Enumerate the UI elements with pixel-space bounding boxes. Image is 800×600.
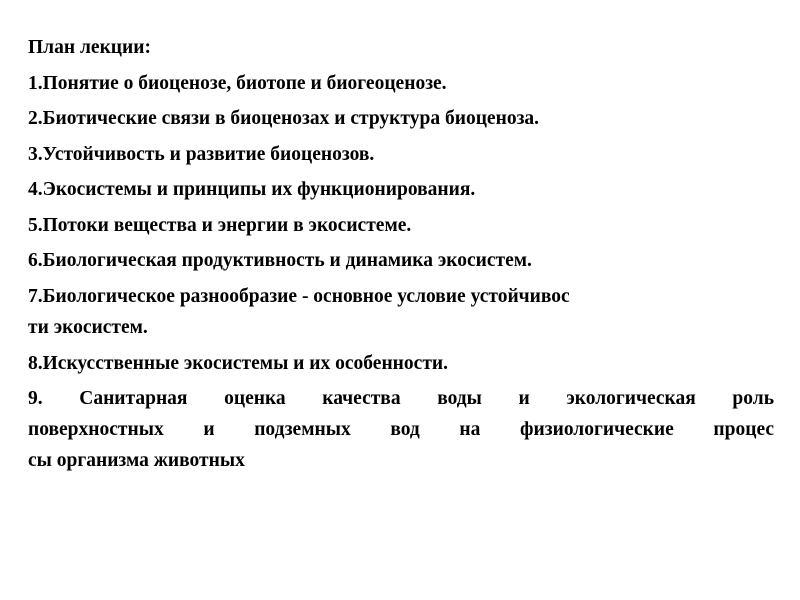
plan-item-4: 4.Экосистемы и принципы их функционирования. — [28, 179, 476, 200]
plan-item-9-line-1: 9. Санитарная оценка качества воды и экологическая роль — [28, 388, 774, 409]
plan-item-1: 1.Понятие о биоценозе, биотопе и биогеоценозе. — [28, 72, 447, 94]
plan-heading: План лекции: — [28, 37, 151, 58]
plan-item-7-line-1: 7.Биологическое разнообразие - основное условие устойчивос — [28, 285, 570, 307]
plan-item-6: 6.Биологическая продуктивность и динамика экосистем. — [28, 250, 532, 271]
plan-item-9 — [28, 383, 774, 476]
plan-item-7 — [28, 281, 774, 343]
lecture-plan — [28, 30, 774, 479]
plan-item-9-line-3: сы организма животных — [28, 450, 245, 471]
plan-item-7-line-2: ти экосистем. — [28, 316, 148, 338]
plan-item-8: 8.Искусственные экосистемы и их особенности. — [28, 352, 449, 374]
plan-item-5: 5.Потоки вещества и энергии в экосистеме. — [28, 214, 412, 236]
plan-item-3: 3.Устойчивость и развитие биоценозов. — [28, 143, 375, 165]
plan-item-2: 2.Биотические связи в биоценозах и структура биоценоза. — [28, 108, 540, 129]
plan-item-9-line-2: поверхностных и подземных вод на физиологические процес — [28, 419, 774, 440]
